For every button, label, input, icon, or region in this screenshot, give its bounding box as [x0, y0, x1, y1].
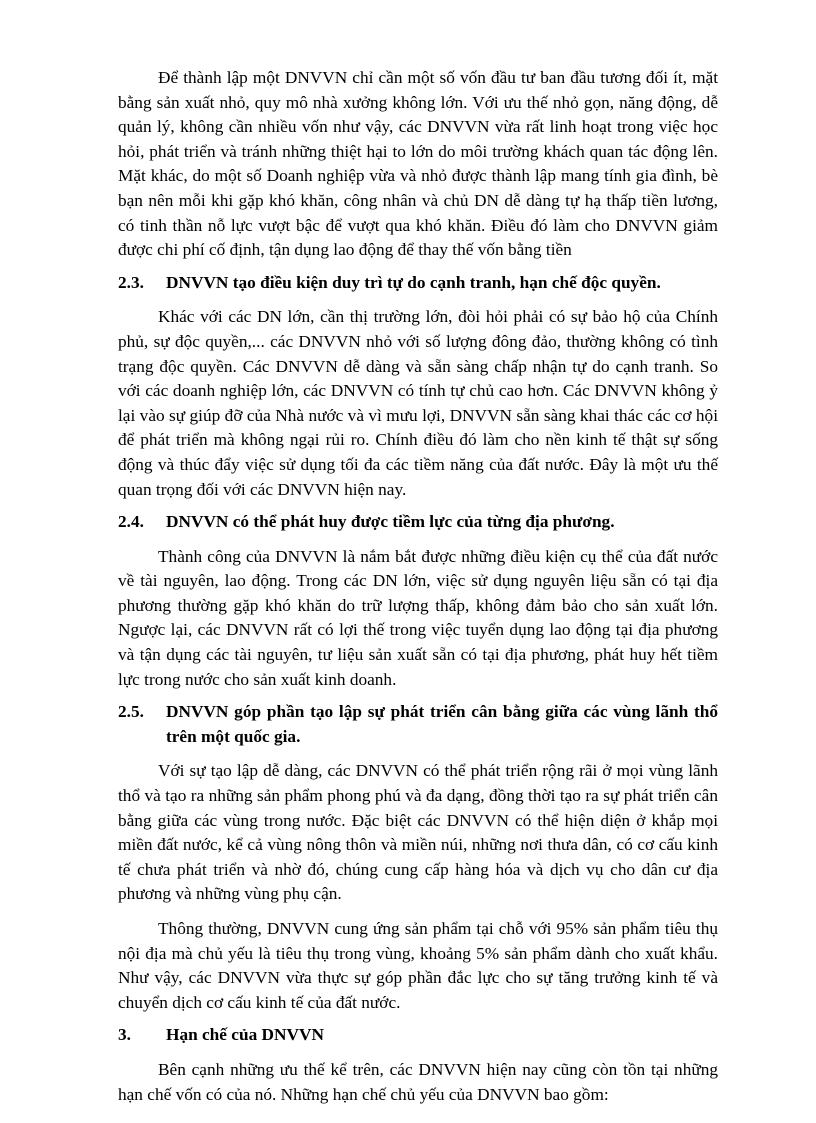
section-number: 2.4.: [118, 512, 144, 532]
section-heading-2-3: [118, 271, 718, 296]
section-number: 2.3.: [118, 272, 144, 292]
section-2-4-paragraph: Thành công của DNVVN là nắm bắt được những điều kiện cụ thể của đất nước về tài nguyên, lao động. Trong các DN lớn, việc sử dụng nguyên liệu sẵn có tại địa phương thường gặp khó khăn do trữ lượng thấp, không đảm bảo cho sản xuất lớn. Ngược lại, các DNVVN rất có lợi thế trong việc tuyển dụng lao động tại địa phương và tận dụng các tài nguyên, tư liệu sản xuất sẵn có tại địa phương, phát huy hết tiềm lực trong nước cho sản xuất kinh doanh.: [118, 546, 718, 689]
section-heading-2-4: [118, 510, 718, 535]
section-3-paragraph: Bên cạnh những ưu thế kể trên, các DNVVN hiện nay cũng còn tồn tại những hạn chế vốn có của nó. Những hạn chế chủ yếu của DNVVN bao gồm:: [118, 1059, 718, 1104]
intro-paragraph: Để thành lập một DNVVN chỉ cần một số vốn đầu tư ban đầu tương đối ít, mặt bằng sản xuất nhỏ, quy mô nhà xưởng không lớn. Với ưu thế nhỏ gọn, năng động, dễ quản lý, không cần nhiều vốn như vậy, các DNVVN vừa rất linh hoạt trong việc học hỏi, phát triển và tránh những thiệt hại to lớn do môi trường khách quan tác động lên. Mặt khác, do một số Doanh nghiệp vừa và nhỏ được thành lập mang tính gia đình, bè bạn nên mỗi khi gặp khó khăn, công nhân và chủ DN dễ dàng tự hạ thấp tiền lương, có tinh thần nỗ lực vượt bậc để vượt qua khó khăn. Điều đó làm cho DNVVN giảm được chi phí cố định, tận dụng lao động để thay thế vốn bằng tiền: [118, 68, 718, 260]
section-title: DNVVN tạo điều kiện duy trì tự do cạnh tranh, hạn chế độc quyền.: [166, 272, 661, 292]
section-2-5-paragraph-2: Thông thường, DNVVN cung ứng sản phẩm tại chỗ với 95% sản phẩm tiêu thụ nội địa mà chủ yếu là tiêu thụ trong vùng, khoảng 5% sản phẩm dành cho xuất khẩu. Như vậy, các DNVVN vừa thực sự góp phần đắc lực cho sự tăng trưởng kinh tế và chuyển dịch cơ cấu kinh tế của đất nước.: [118, 919, 718, 1012]
section-number: 3.: [118, 1025, 131, 1045]
section-number: 2.5.: [118, 702, 144, 722]
section-heading-2-5: [118, 700, 718, 749]
section-title: Hạn chế của DNVVN: [166, 1025, 324, 1045]
section-title: DNVVN có thể phát huy được tiềm lực của từng địa phương.: [166, 512, 615, 532]
section-2-5-paragraph-1: Với sự tạo lập dễ dàng, các DNVVN có thể phát triển rộng rãi ở mọi vùng lãnh thổ và tạo ra những sản phẩm phong phú và đa dạng, đồng thời tạo ra sự phát triển cân bằng giữa các vùng trong nước. Đặc biệt các DNVVN có thể hiện diện ở khắp mọi miền đất nước, kể cả vùng nông thôn và miền núi, những nơi thưa dân, có cơ cấu kinh tế chưa phát triển và nhờ đó, chúng cung cấp hàng hóa và dịch vụ cho dân cư địa phương và những vùng phụ cận.: [118, 761, 718, 904]
section-title: DNVVN góp phần tạo lập sự phát triển cân bằng giữa các vùng lãnh thổ trên một quốc gia.: [166, 702, 718, 746]
document-page: [118, 66, 718, 1107]
section-2-3-paragraph: Khác với các DN lớn, cần thị trường lớn, đòi hỏi phải có sự bảo hộ của Chính phủ, sự độc quyền,... các DNVVN nhỏ với số lượng đông đảo, thường không có tình trạng độc quyền. Các DNVVN dễ dàng và sẵn sàng chấp nhận tự do cạnh tranh. So với các doanh nghiệp lớn, các DNVVN có tính tự chủ cao hơn. Các DNVVN không ỷ lại vào sự giúp đỡ của Nhà nước và vì mưu lợi, DNVVN sẵn sàng khai thác các cơ hội để phát triển mà không ngại rủi ro. Chính điều đó làm cho nền kinh tế thật sự sống động và thúc đẩy việc sử dụng tối đa các tiềm năng của đất nước. Đây là một ưu thế quan trọng đối với các DNVVN hiện nay.: [118, 307, 718, 499]
section-heading-3: [118, 1023, 718, 1048]
